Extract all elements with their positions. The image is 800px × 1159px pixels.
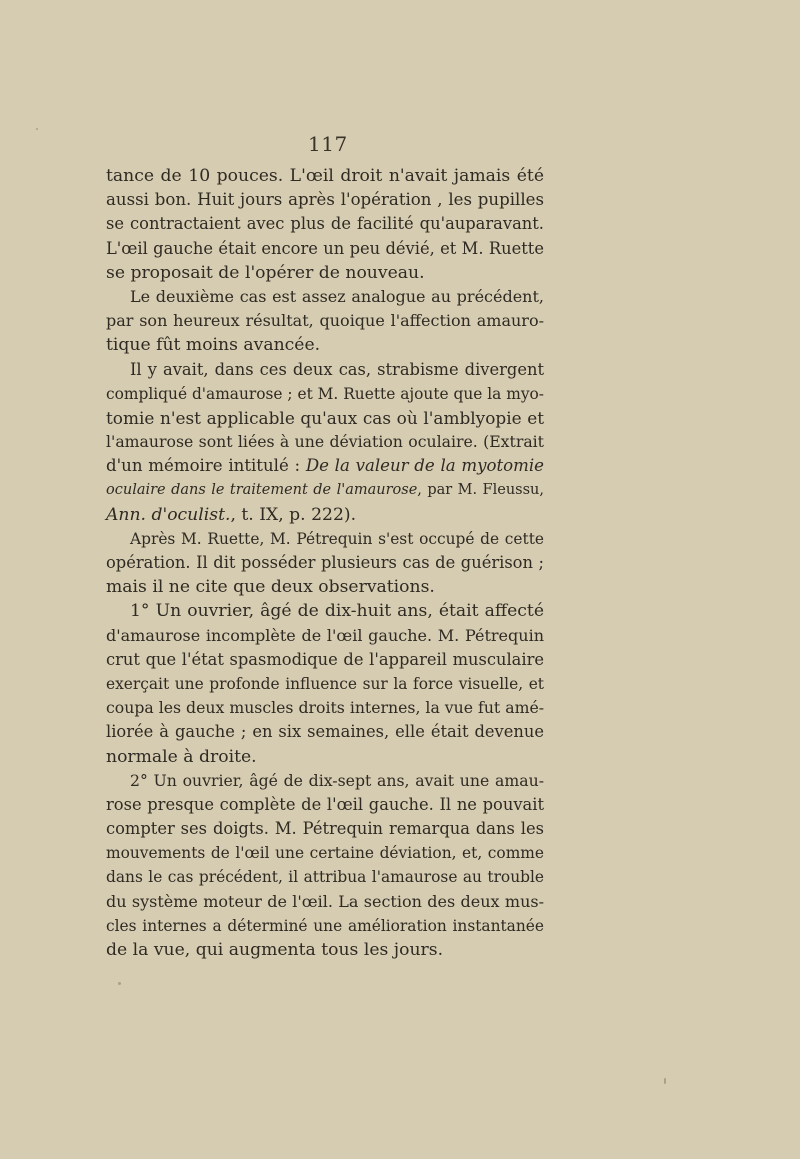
text-line: se contractaient avec plus de facilité qu'auparavant. bbox=[106, 214, 544, 234]
text-line: se proposait de l'opérer de nouveau. bbox=[106, 262, 425, 283]
citation-journal: Ann. d'oculist. bbox=[106, 504, 231, 525]
text-line: cles internes a déterminé une amélioration instantanée bbox=[106, 916, 544, 935]
citation-title: De la valeur de la myotomie bbox=[305, 456, 544, 476]
text-line: compter ses doigts. M. Pétrequin remarqua dans les bbox=[106, 819, 544, 839]
citation-suffix: , par M. Fleussu, bbox=[417, 482, 544, 499]
text-line: compliqué d'amaurose ; et M. Ruette ajoute que la myo- bbox=[106, 384, 545, 403]
text-line: liorée à gauche ; en six semaines, elle était devenue bbox=[106, 722, 544, 742]
text-line: rose presque complète de l'œil gauche. Il ne pouvait bbox=[106, 794, 544, 814]
text-line-with-title bbox=[106, 478, 544, 502]
text-line: tance de 10 pouces. L'œil droit n'avait jamais été bbox=[106, 166, 544, 186]
text-line: mouvements de l'œil une certaine déviation, et, comme bbox=[106, 844, 544, 863]
text-line: L'œil gauche était encore un peu dévié, et M. Ruette bbox=[106, 238, 544, 258]
citation-suffix: , t. IX, p. 222). bbox=[230, 504, 357, 525]
paper-speck bbox=[118, 982, 121, 985]
text-line: l'amaurose sont liées à une déviation oculaire. (Extrait bbox=[106, 432, 544, 452]
paper-speck bbox=[36, 128, 38, 130]
paragraph-start-line: Après M. Ruette, M. Pétrequin s'est occupé de cette bbox=[130, 529, 544, 548]
paragraph-start-line: Il y avait, dans ces deux cas, strabisme divergent bbox=[130, 359, 544, 379]
paper-speck bbox=[664, 1078, 666, 1084]
text-line: aussi bon. Huit jours après l'opération , les pupilles bbox=[106, 190, 544, 210]
paragraph-start-line: Le deuxième cas est assez analogue au précédent, bbox=[130, 286, 544, 306]
text-line: coupa les deux muscles droits internes, la vue fut amé- bbox=[106, 698, 545, 718]
text-line: tique fût moins avancée. bbox=[106, 335, 321, 356]
text-line: opération. Il dit posséder plusieurs cas de guérison ; bbox=[106, 553, 544, 572]
citation-title: oculaire dans le traitement de l'amaurose bbox=[106, 482, 418, 499]
text-line: normale à droite. bbox=[106, 746, 257, 767]
text-line: d'amaurose incomplète de l'œil gauche. M. Pétrequin bbox=[106, 625, 544, 645]
text-line: tomie n'est applicable qu'aux cas où l'amblyopie et bbox=[106, 407, 544, 428]
text-line: par son heureux résultat, quoique l'affection amauro- bbox=[106, 311, 544, 331]
citation-prefix: d'un mémoire intitulé : bbox=[106, 456, 306, 476]
text-line: mais il ne cite que deux observations. bbox=[106, 577, 435, 598]
page-number: 117 bbox=[308, 132, 348, 156]
text-line: dans le cas précédent, il attribua l'amaurose au trouble bbox=[106, 868, 544, 887]
text-line-with-title bbox=[106, 454, 544, 478]
text-line: de la vue, qui augmenta tous les jours. bbox=[106, 940, 444, 960]
paragraph-start-line: 2° Un ouvrier, âgé de dix-sept ans, avait une amau- bbox=[130, 770, 544, 790]
paragraph-start-line: 1° Un ouvrier, âgé de dix-huit ans, était affecté bbox=[130, 601, 544, 622]
text-line-with-title bbox=[106, 503, 544, 527]
text-line: crut que l'état spasmodique de l'appareil musculaire bbox=[106, 649, 544, 669]
body-text bbox=[106, 164, 544, 962]
text-line: du système moteur de l'œil. La section des deux mus- bbox=[106, 891, 544, 911]
text-line: exerçait une profonde influence sur la force visuelle, et bbox=[106, 674, 544, 693]
